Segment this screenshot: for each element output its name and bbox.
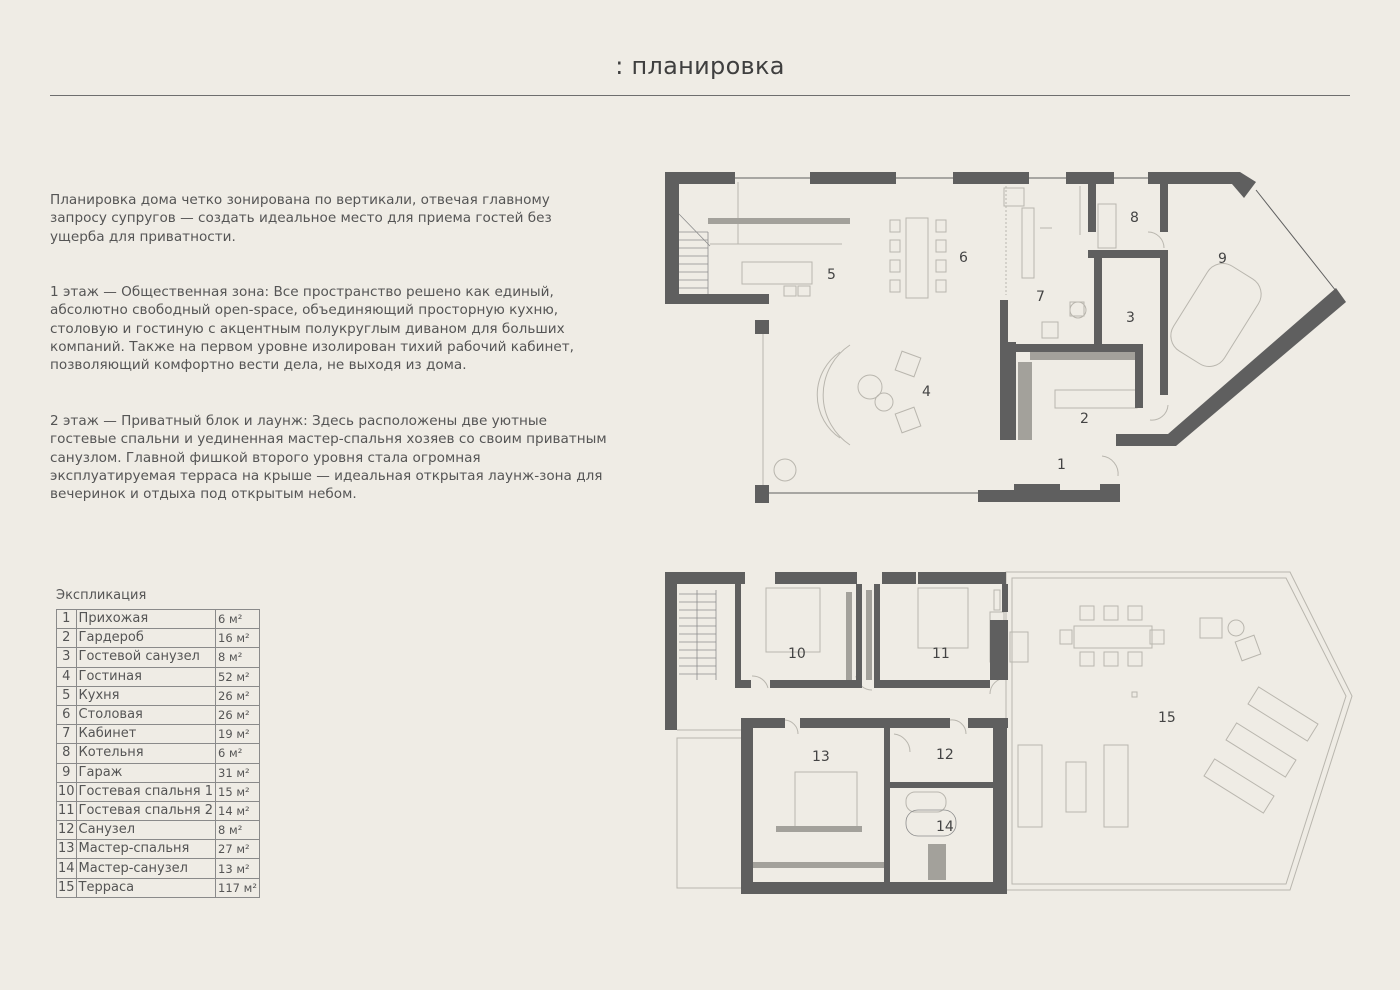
- explication-name: Гостиная: [76, 667, 216, 686]
- explication-num: 7: [57, 725, 77, 744]
- explication-area: 8 м²: [216, 648, 260, 667]
- floor2-paragraph: 2 этаж — Приватный блок и лаунж: Здесь расположены две уютные гостевые спальни и уединенная мастер-спальня хозяев со своим приватным санузлом. Главной фишкой второго уровня стала огромная эксплуатируемая терраса на крыше — идеальная открытая лаунж-зона для вечеринок и отдыха под открытым небом.: [50, 413, 607, 503]
- explication-name: Кухня: [76, 686, 216, 705]
- explication-name: Котельня: [76, 744, 216, 763]
- room-label-8: 8: [1130, 210, 1139, 226]
- room-label-5: 5: [827, 267, 836, 283]
- explication-num: 6: [57, 705, 77, 724]
- explication-area: 26 м²: [216, 705, 260, 724]
- page-title: : планировка: [615, 52, 785, 80]
- room-label-13: 13: [812, 749, 830, 765]
- floor1-plan: [665, 172, 1346, 503]
- explication-name: Столовая: [76, 705, 216, 724]
- explication-area: 6 м²: [216, 610, 260, 629]
- explication-area: 27 м²: [216, 840, 260, 859]
- explication-num: 3: [57, 648, 77, 667]
- explication-area: 31 м²: [216, 763, 260, 782]
- room-label-15: 15: [1158, 710, 1176, 726]
- room-label-4: 4: [922, 384, 931, 400]
- explication-name: Гостевая спальня 1: [76, 782, 216, 801]
- explication-title: Экспликация: [56, 588, 147, 603]
- room-label-7: 7: [1036, 289, 1045, 305]
- explication-name: Мастер-спальня: [76, 840, 216, 859]
- explication-area: 16 м²: [216, 629, 260, 648]
- explication-area: 26 м²: [216, 686, 260, 705]
- room-label-6: 6: [959, 250, 968, 266]
- explication-name: Гараж: [76, 763, 216, 782]
- floor1-paragraph: 1 этаж — Общественная зона: Все пространство решено как единый, абсолютно свободный open-space, объединяющий просторную кухню, столовую и гостиную с акцентным полукруглым диваном для больших компаний. Также на первом уровне изолирован тихий рабочий кабинет, позволяющий комфортно вести дела, не выходя из дома.: [50, 284, 574, 374]
- room-label-12: 12: [936, 747, 954, 763]
- explication-area: 52 м²: [216, 667, 260, 686]
- explication-area: 6 м²: [216, 744, 260, 763]
- explication-name: Гардероб: [76, 629, 216, 648]
- explication-num: 11: [57, 801, 77, 820]
- explication-name: Санузел: [76, 821, 216, 840]
- explication-area: 14 м²: [216, 801, 260, 820]
- room-label-10: 10: [788, 646, 806, 662]
- explication-num: 1: [57, 610, 77, 629]
- room-label-9: 9: [1218, 251, 1227, 267]
- explication-name: Терраса: [76, 878, 216, 897]
- explication-name: Мастер-санузел: [76, 859, 216, 878]
- explication-num: 14: [57, 859, 77, 878]
- floor2-plan: [665, 572, 1352, 894]
- explication-num: 9: [57, 763, 77, 782]
- explication-num: 15: [57, 878, 77, 897]
- explication-area: 117 м²: [216, 878, 260, 897]
- explication-name: Прихожая: [76, 610, 216, 629]
- room-label-1: 1: [1057, 457, 1066, 473]
- room-label-11: 11: [932, 646, 950, 662]
- explication-num: 10: [57, 782, 77, 801]
- room-label-2: 2: [1080, 411, 1089, 427]
- explication-area: 8 м²: [216, 821, 260, 840]
- explication-num: 2: [57, 629, 77, 648]
- room-label-14: 14: [936, 819, 954, 835]
- explication-name: Гостевая спальня 2: [76, 801, 216, 820]
- intro-paragraph: Планировка дома четко зонирована по вертикали, отвечая главному запросу супругов — создать идеальное место для приема гостей без ущерба для приватности.: [50, 192, 552, 245]
- room-label-3: 3: [1126, 310, 1135, 326]
- explication-num: 4: [57, 667, 77, 686]
- explication-name: Гостевой санузел: [76, 648, 216, 667]
- explication-name: Кабинет: [76, 725, 216, 744]
- explication-num: 13: [57, 840, 77, 859]
- explication-num: 8: [57, 744, 77, 763]
- explication-area: 13 м²: [216, 859, 260, 878]
- explication-num: 12: [57, 821, 77, 840]
- explication-area: 15 м²: [216, 782, 260, 801]
- explication-num: 5: [57, 686, 77, 705]
- explication-area: 19 м²: [216, 725, 260, 744]
